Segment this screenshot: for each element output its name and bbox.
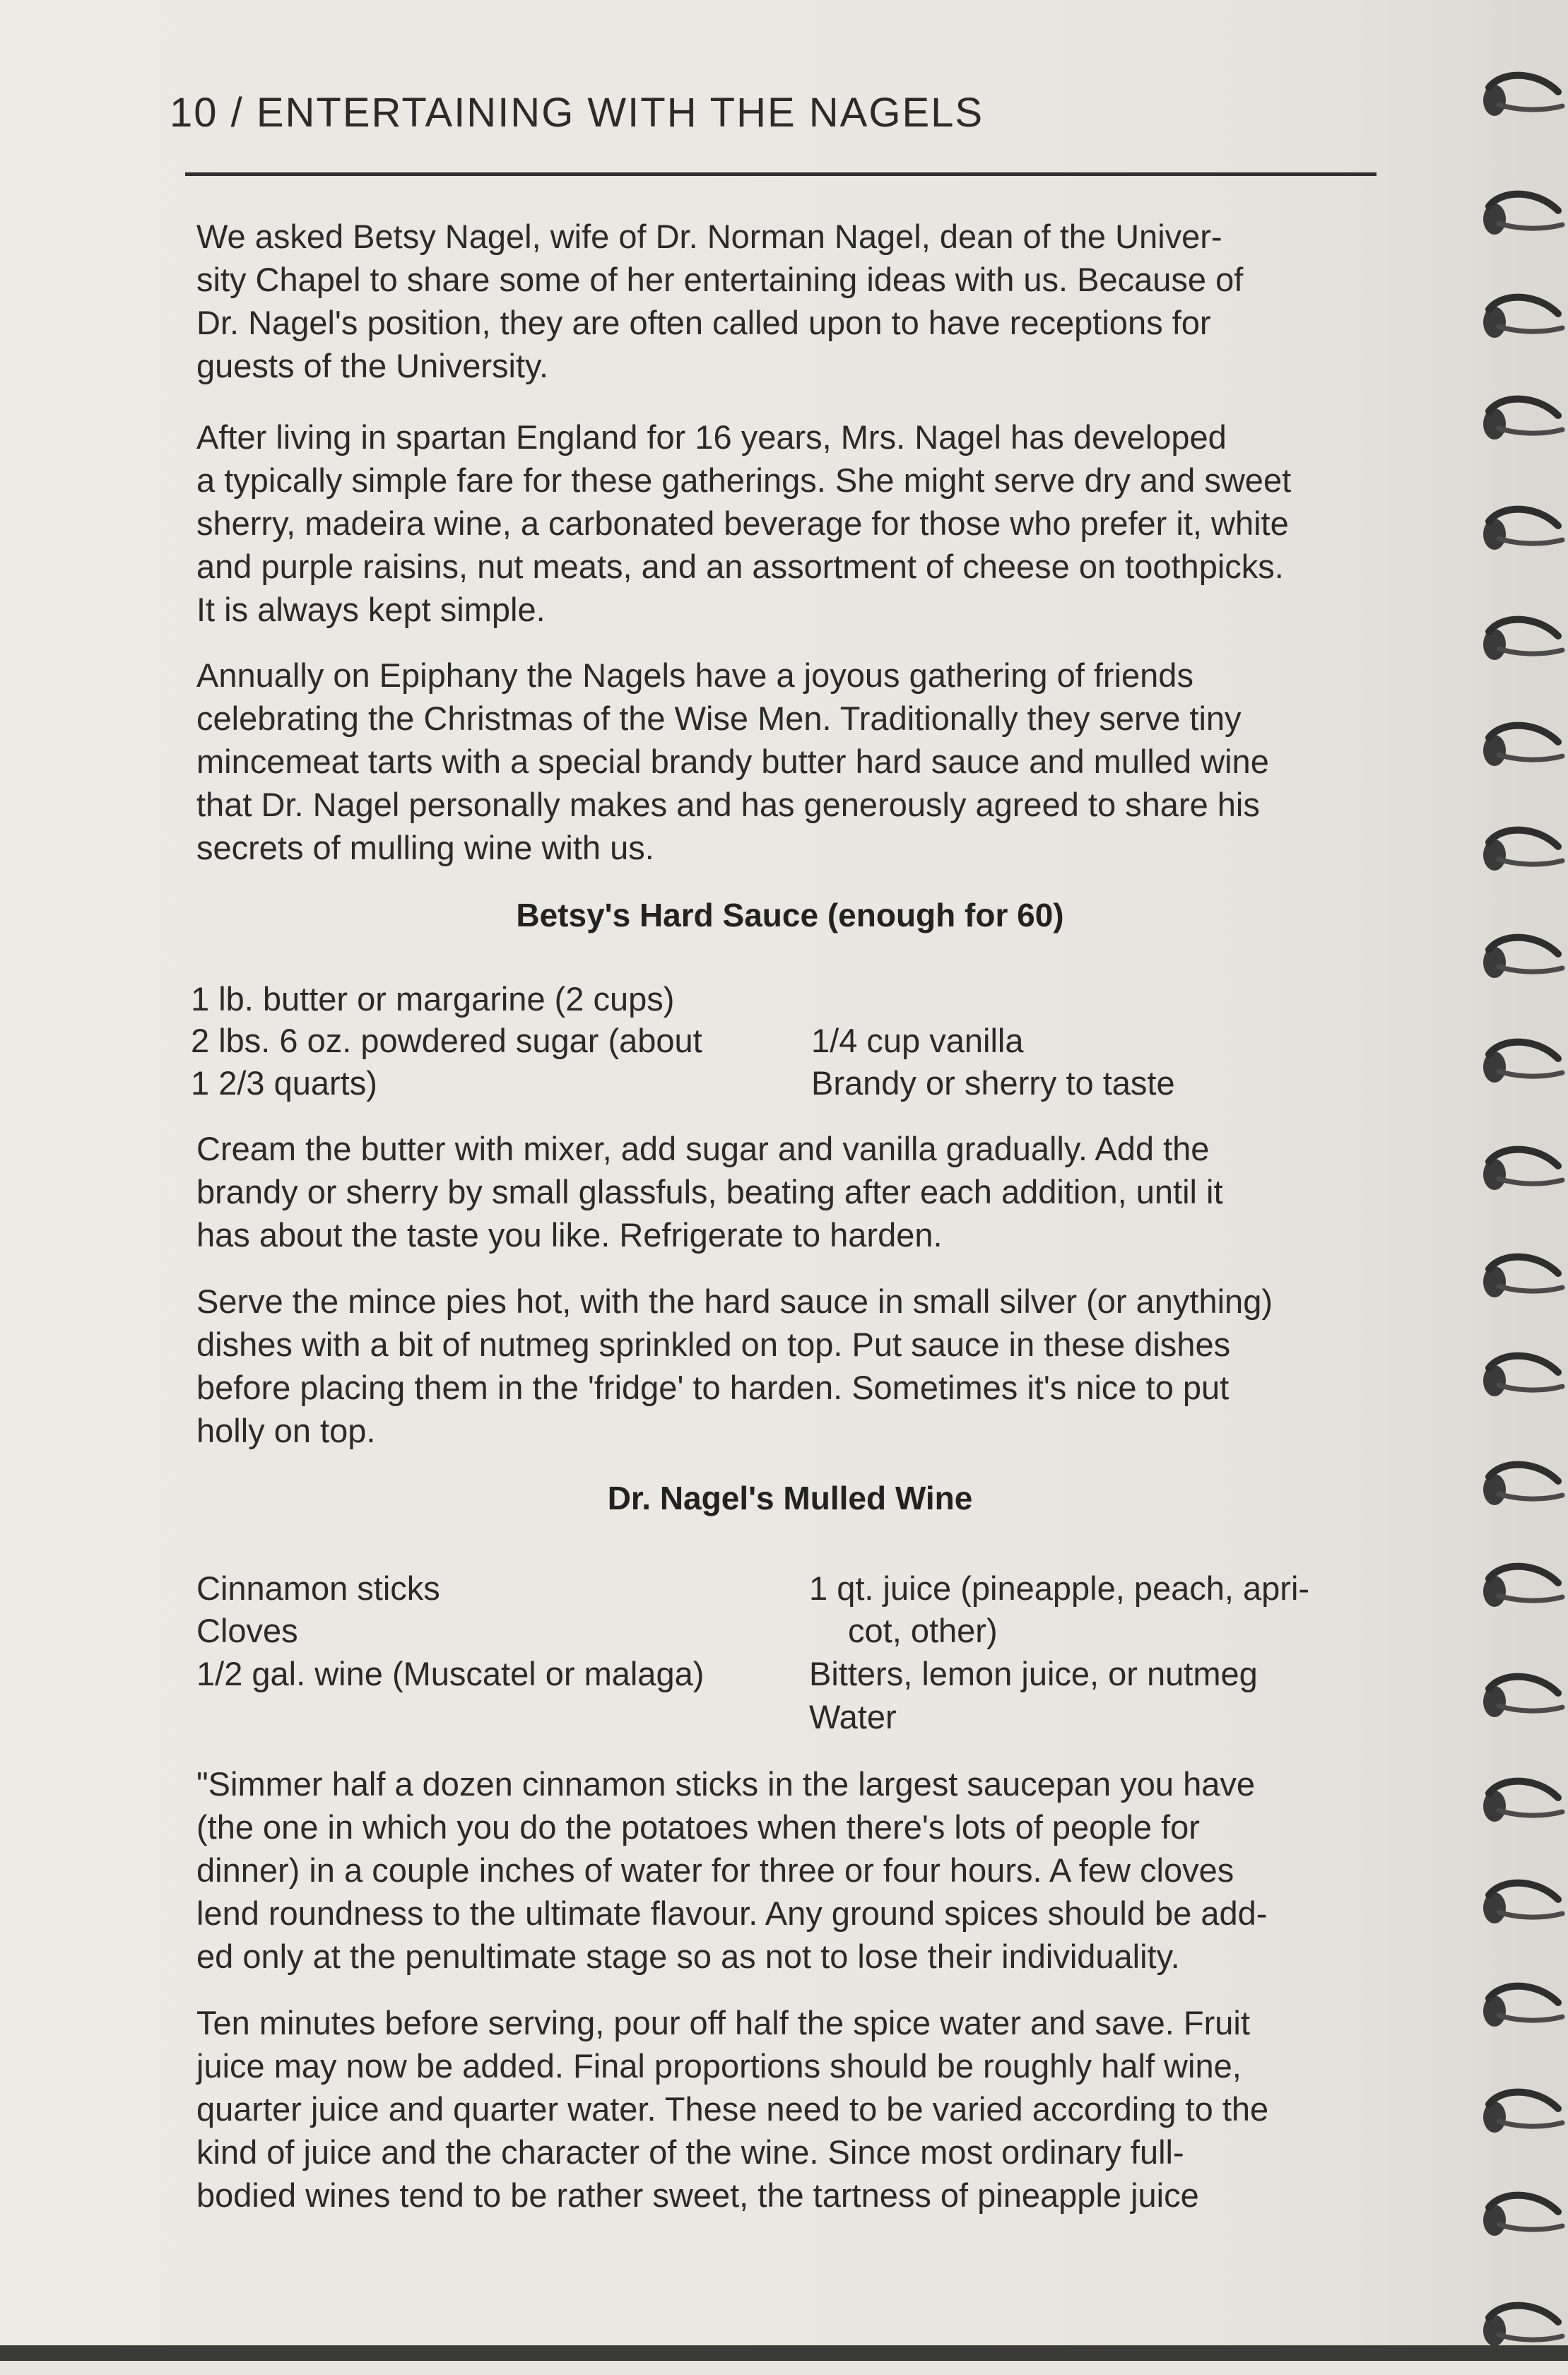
text-line: quarter juice and quarter water. These need to be varied according to the	[196, 2090, 1269, 2128]
text-line: bodied wines tend to be rather sweet, the tartness of pineapple juice	[196, 2176, 1199, 2214]
page-header: 10 / ENTERTAINING WITH THE NAGELS	[170, 90, 984, 136]
text-line: "Simmer half a dozen cinnamon sticks in the largest saucepan you have	[196, 1765, 1255, 1803]
text-line: has about the taste you like. Refrigerate to harden.	[196, 1216, 943, 1254]
binding-ring	[1473, 1555, 1568, 1632]
ingredient: 1 lb. butter or margarine (2 cups)	[191, 980, 675, 1018]
binding-ring	[1473, 182, 1568, 260]
text-line: and purple raisins, nut meats, and an assortment of cheese on toothpicks.	[196, 548, 1284, 585]
text-line: It is always kept simple.	[196, 591, 546, 628]
text-line: dinner) in a couple inches of water for three or four hours. A few cloves	[196, 1851, 1234, 1889]
text-line: Cream the butter with mixer, add sugar and vanilla gradually. Add the	[196, 1130, 1210, 1167]
text-line: a typically simple fare for these gatherings. She might serve dry and sweet	[196, 461, 1292, 499]
binding-ring	[1473, 285, 1568, 363]
binding-ring	[1473, 1245, 1568, 1323]
recipe-title: Dr. Nagel's Mulled Wine	[607, 1480, 973, 1516]
text-line: lend roundness to the ultimate flavour. Any ground spices should be add-	[196, 1894, 1268, 1932]
text-line: celebrating the Christmas of the Wise Men. Traditionally they serve tiny	[196, 700, 1242, 737]
binding-ring	[1473, 1974, 1568, 2052]
ingredient: Cinnamon sticks	[196, 1569, 440, 1607]
text-line: Ten minutes before serving, pour off half the spice water and save. Fruit	[196, 2004, 1250, 2041]
ingredient: Brandy or sherry to taste	[811, 1064, 1175, 1102]
text-line: Annually on Epiphany the Nagels have a joyous gathering of friends	[196, 656, 1193, 694]
binding-ring	[1473, 497, 1568, 575]
binding-ring	[1473, 1344, 1568, 1422]
binding-ring	[1473, 608, 1568, 685]
text-line: We asked Betsy Nagel, wife of Dr. Norman Nagel, dean of the Univer-	[196, 218, 1222, 255]
text-line: (the one in which you do the potatoes when there's lots of people for	[196, 1808, 1200, 1846]
ingredient: 1 qt. juice (pineapple, peach, apri-	[809, 1569, 1310, 1607]
page-bottom-edge	[0, 2345, 1568, 2361]
text-line: kind of juice and the character of the wine. Since most ordinary full-	[196, 2133, 1184, 2171]
text-line: holly on top.	[196, 1412, 376, 1449]
text-line: before placing them in the 'fridge' to harden. Sometimes it's nice to put	[196, 1369, 1230, 1406]
binding-ring	[1473, 1871, 1568, 1949]
binding-ring	[1473, 926, 1568, 1003]
binding-ring	[1473, 1453, 1568, 1531]
binding-ring	[1473, 1138, 1568, 1215]
text-line: sherry, madeira wine, a carbonated beverage for those who prefer it, white	[196, 505, 1289, 542]
ingredient: 1/2 gal. wine (Muscatel or malaga)	[196, 1655, 705, 1692]
binding-ring	[1473, 818, 1568, 896]
spiral-binding	[1473, 0, 1568, 2361]
text-line: brandy or sherry by small glassfuls, beating after each addition, until it	[196, 1173, 1223, 1210]
text-line: dishes with a bit of nutmeg sprinkled on top. Put sauce in these dishes	[196, 1326, 1231, 1363]
ingredient: Cloves	[196, 1612, 298, 1649]
ingredient: cot, other)	[848, 1612, 998, 1649]
text-line: sity Chapel to share some of her entertaining ideas with us. Because of	[196, 261, 1244, 298]
recipe-title: Betsy's Hard Sauce (enough for 60)	[516, 897, 1064, 933]
ingredient: 2 lbs. 6 oz. powdered sugar (about	[191, 1022, 702, 1059]
binding-ring	[1473, 2080, 1568, 2158]
binding-ring	[1473, 1769, 1568, 1847]
binding-ring	[1473, 64, 1568, 141]
text-line: that Dr. Nagel personally makes and has generously agreed to share his	[196, 786, 1260, 823]
text-line: juice may now be added. Final proportions should be roughly half wine,	[196, 2047, 1242, 2085]
text-line: Serve the mince pies hot, with the hard sauce in small silver (or anything)	[196, 1283, 1273, 1320]
binding-ring	[1473, 714, 1568, 791]
text-line: Dr. Nagel's position, they are often called upon to have receptions for	[196, 304, 1211, 341]
ingredient: Bitters, lemon juice, or nutmeg	[809, 1655, 1258, 1692]
ingredient: 1 2/3 quarts)	[191, 1064, 377, 1102]
header-rule	[185, 172, 1377, 176]
text-line: ed only at the penultimate stage so as not to lose their individuality.	[196, 1938, 1180, 1975]
binding-ring	[1473, 1665, 1568, 1743]
text-line: After living in spartan England for 16 years, Mrs. Nagel has developed	[196, 418, 1227, 456]
text-line: mincemeat tarts with a special brandy butter hard sauce and mulled wine	[196, 743, 1269, 780]
binding-ring	[1473, 2184, 1568, 2261]
binding-ring	[1473, 387, 1568, 465]
text-line: guests of the University.	[196, 347, 549, 384]
text-line: secrets of mulling wine with us.	[196, 829, 654, 866]
ingredient: 1/4 cup vanilla	[811, 1022, 1024, 1059]
ingredient: Water	[809, 1698, 897, 1735]
binding-ring	[1473, 1030, 1568, 1108]
